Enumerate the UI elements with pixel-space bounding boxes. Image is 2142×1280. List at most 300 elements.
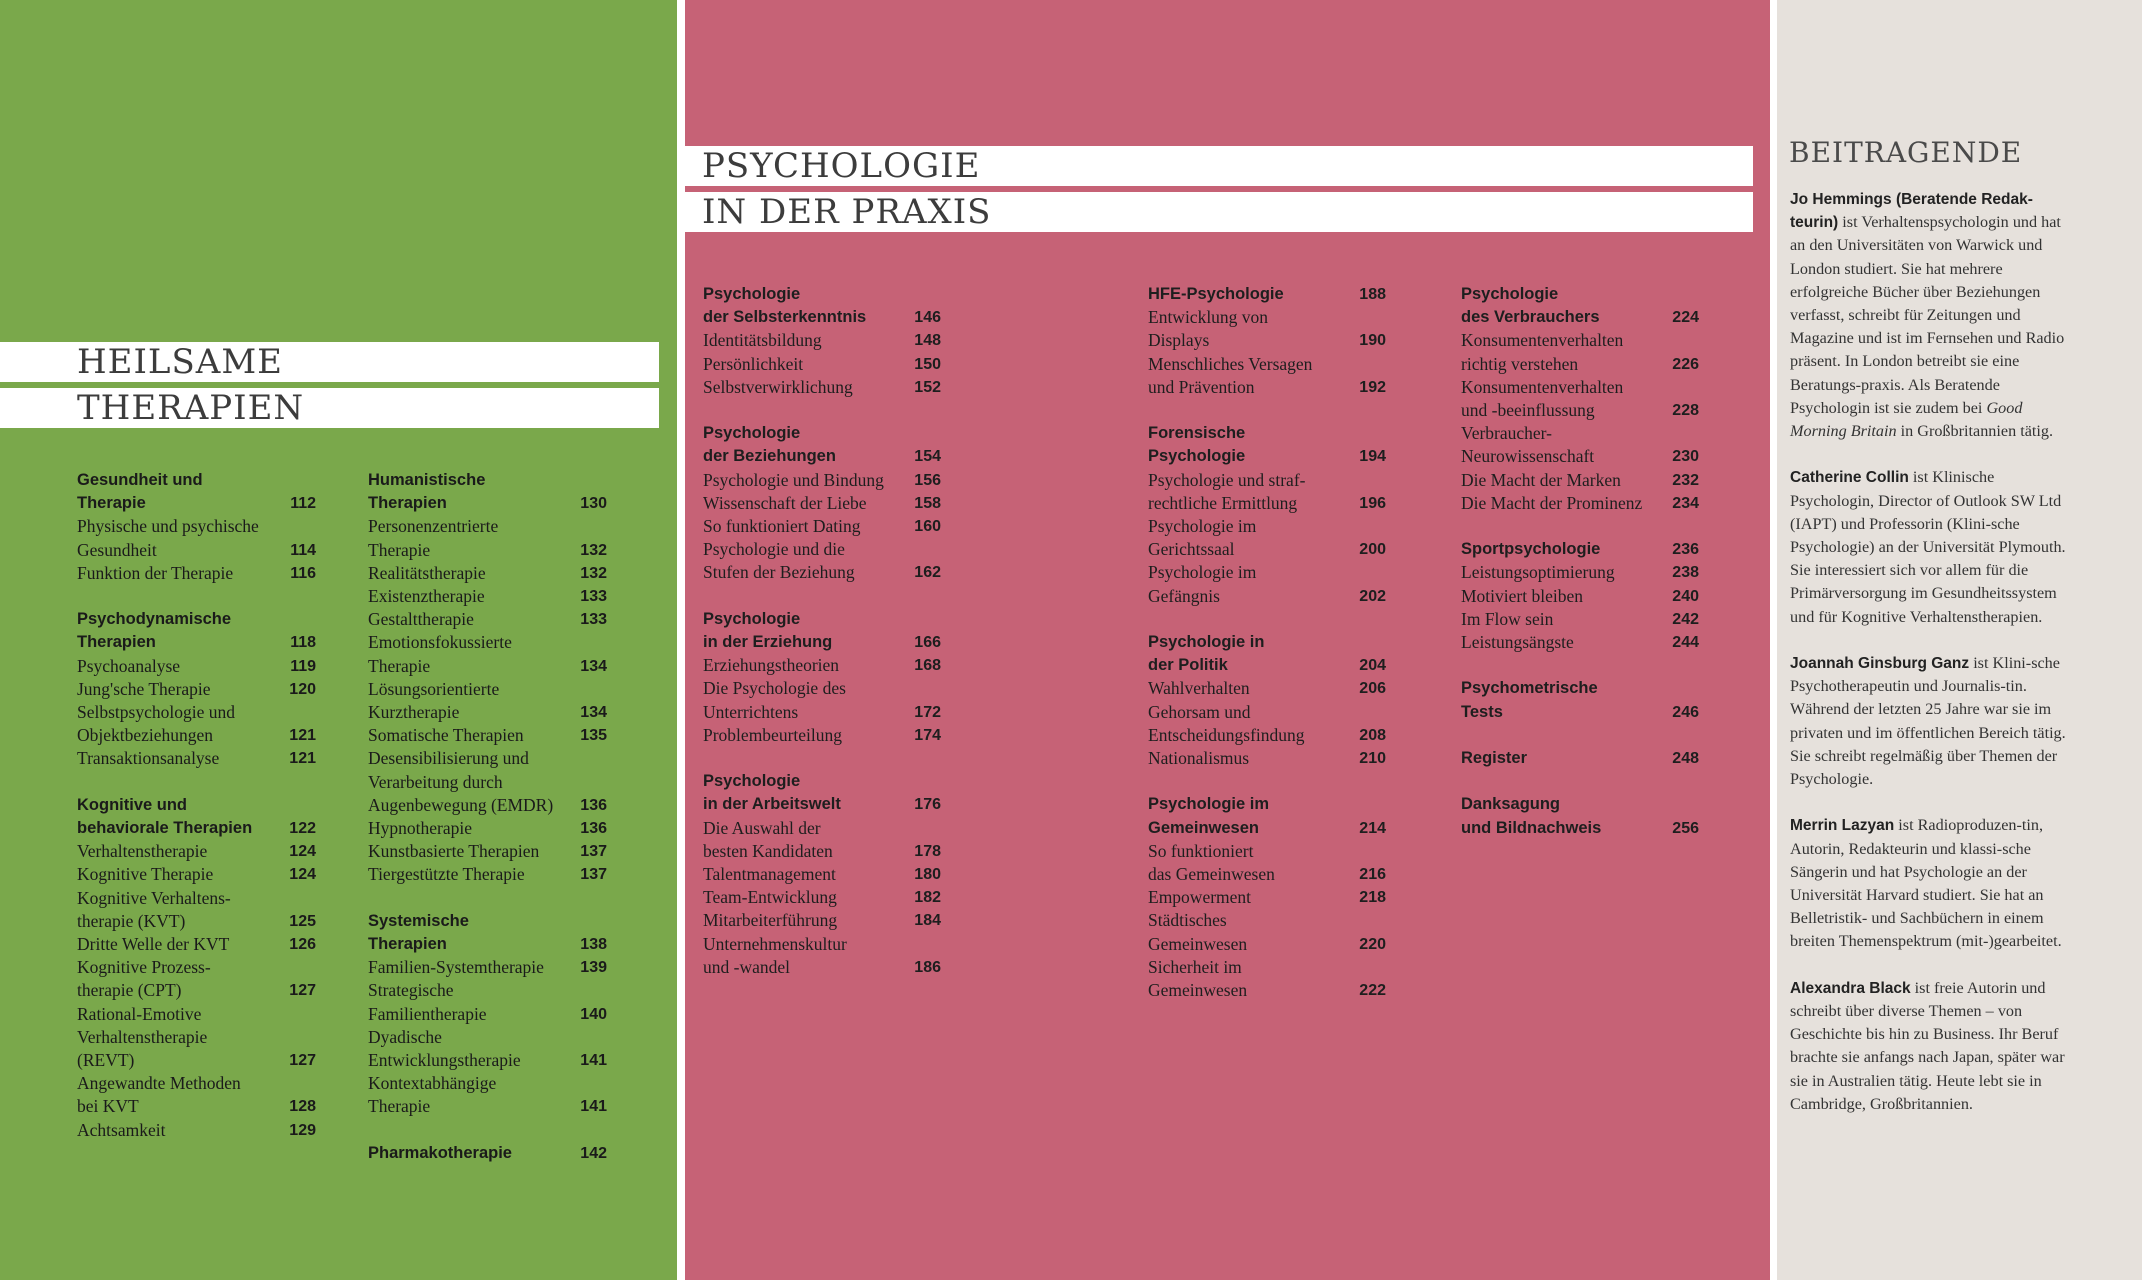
toc-entry-title: therapie (KVT) — [77, 910, 186, 931]
toc-entry-title: Unternehmenskultur — [703, 933, 847, 954]
toc-page-number: 128 — [289, 1098, 316, 1116]
toc-entry-title: Therapien — [77, 633, 156, 652]
toc-page-number: 204 — [1359, 657, 1386, 675]
toc-heading — [703, 422, 941, 445]
toc-entry-title: Kunstbasierte Therapien — [368, 841, 540, 862]
toc-page-number: 152 — [914, 378, 941, 396]
toc-entry-title: Therapie — [368, 539, 431, 560]
toc-heading — [77, 794, 316, 817]
toc-entry — [1148, 701, 1386, 724]
contributor-bio — [1790, 652, 2080, 791]
toc-entry — [368, 701, 607, 724]
toc-entry-title: Entscheidungsfindung — [1148, 724, 1305, 745]
toc-column-praxis-3 — [1461, 283, 1699, 840]
toc-page-number: 141 — [580, 1098, 607, 1116]
toc-entry — [1461, 608, 1699, 631]
toc-entry — [77, 933, 316, 956]
title-band-3 — [685, 146, 1753, 186]
toc-entry — [1148, 585, 1386, 608]
contributor-text: ist Klini-sche Psychotherapeutin und Journalis-tin. Während der letzten 25 Jahre war sie im privaten und im öffentlichen Bereich tätig. Sie schreibt regelmäßig über Themen der Psychologie. — [1790, 654, 2066, 789]
toc-entry-title: Stufen der Beziehung — [703, 562, 855, 583]
toc-entry-title: Konsumentenverhalten — [1461, 376, 1624, 397]
toc-entry-title: in der Erziehung — [703, 633, 833, 652]
toc-entry — [1461, 329, 1699, 352]
toc-entry-title: Identitätsbildung — [703, 330, 822, 351]
toc-entry — [1148, 515, 1386, 538]
toc-page-number: 224 — [1672, 309, 1699, 327]
toc-page-number: 156 — [914, 471, 941, 489]
toc-heading — [1148, 283, 1386, 306]
toc-page-number: 232 — [1672, 471, 1699, 489]
toc-entry — [368, 817, 607, 840]
toc-entry-title: Im Flow sein — [1461, 608, 1554, 629]
toc-entry-title: Sportpsychologie — [1461, 540, 1601, 559]
toc-entry-title: Problembeurteilung — [703, 724, 843, 745]
toc-page-number: 121 — [289, 750, 316, 768]
toc-entry — [703, 538, 941, 561]
toc-entry-title: Dritte Welle der KVT — [77, 934, 230, 955]
toc-page-number: 146 — [914, 309, 941, 327]
toc-page-number: 133 — [580, 588, 607, 606]
contributor-name: Catherine Collin — [1790, 469, 1909, 487]
toc-page-number: 200 — [1359, 541, 1386, 559]
toc-entry — [368, 956, 607, 979]
toc-entry-title: Nationalismus — [1148, 748, 1250, 769]
toc-entry — [77, 1095, 316, 1118]
toc-entry-title: Verarbeitung durch — [368, 771, 503, 792]
toc-entry — [368, 1095, 607, 1118]
toc-entry-title: Dyadische — [368, 1026, 442, 1047]
toc-entry-title: Danksagung — [1461, 795, 1561, 814]
contributor-bio — [1790, 977, 2080, 1116]
toc-entry-title: Gehorsam und — [1148, 701, 1251, 722]
toc-entry-title: Wissenschaft der Liebe — [703, 492, 867, 513]
toc-entry — [703, 933, 941, 956]
toc-entry-title: und Prävention — [1148, 376, 1255, 397]
toc-page-number: 222 — [1359, 982, 1386, 1000]
toc-entry-title: behaviorale Therapien — [77, 819, 253, 838]
toc-entry-title: Psychologie im — [1148, 516, 1257, 537]
toc-entry — [1148, 747, 1386, 770]
toc-entry — [1148, 306, 1386, 329]
toc-entry-title: Psychologie im — [1148, 795, 1270, 814]
toc-entry-title: Therapie — [77, 494, 146, 513]
toc-page-number: 124 — [289, 866, 316, 884]
contributor-text: ist Radioproduzen-tin, Autorin, Redakteurin und klassi-sche Sängerin und hat Psychologie an der Universität Harvard studiert. Sie hat an Belletristik- und Sachbüchern in einem breiten Themenspektrum (mit-)gearbeitet. — [1790, 816, 2062, 951]
toc-entry — [368, 724, 607, 747]
toc-column-therapien-2 — [368, 469, 607, 1165]
toc-entry-title: Objektbeziehungen — [77, 725, 214, 746]
section-title-line1: HEILSAME — [77, 342, 283, 382]
toc-entry — [703, 353, 941, 376]
toc-entry — [703, 840, 941, 863]
toc-entry-title: Entwicklungstherapie — [368, 1050, 521, 1071]
toc-entry-title: Psychodynamische — [77, 610, 232, 629]
toc-entry-title: Die Macht der Marken — [1461, 469, 1621, 490]
toc-entry — [703, 492, 941, 515]
toc-heading — [368, 933, 607, 956]
contributor-bio — [1790, 466, 2080, 628]
toc-page-number: 136 — [580, 796, 607, 814]
toc-page-number: 133 — [580, 611, 607, 629]
toc-heading — [1461, 701, 1699, 724]
toc-entry-title: Entwicklung von — [1148, 307, 1269, 328]
toc-entry — [703, 956, 941, 979]
toc-entry-title: Jung'sche Therapie — [77, 678, 211, 699]
toc-entry — [1461, 445, 1699, 468]
toc-heading — [368, 469, 607, 492]
toc-entry-title: Funktion der Therapie — [77, 562, 234, 583]
toc-page-number: 214 — [1359, 819, 1386, 837]
toc-entry — [703, 469, 941, 492]
toc-entry — [1148, 329, 1386, 352]
toc-entry-title: Gesundheit und — [77, 471, 203, 489]
toc-entry-title: Displays — [1148, 330, 1210, 351]
toc-entry-title: Gerichtssaal — [1148, 539, 1235, 560]
toc-entry-title: Pharmakotherapie — [368, 1143, 512, 1162]
toc-entry — [1148, 933, 1386, 956]
toc-entry-title: (REVT) — [77, 1050, 135, 1071]
toc-entry-title: des Verbrauchers — [1461, 308, 1600, 327]
toc-heading — [703, 283, 941, 306]
title-band-1 — [0, 342, 659, 382]
toc-entry — [368, 1049, 607, 1072]
toc-entry-title: Neurowissenschaft — [1461, 446, 1595, 467]
toc-spacer — [703, 399, 941, 422]
toc-page-number: 190 — [1359, 332, 1386, 350]
toc-heading — [368, 1142, 607, 1165]
toc-entry-title: Kontextabhängige — [368, 1073, 497, 1094]
toc-entry — [1148, 886, 1386, 909]
toc-entry — [77, 724, 316, 747]
toc-page-number: 202 — [1359, 587, 1386, 605]
toc-entry — [77, 1026, 316, 1049]
toc-entry-title: Existenztherapie — [368, 586, 485, 607]
toc-entry-title: Psychologie und straf- — [1148, 469, 1306, 490]
toc-entry — [77, 747, 316, 770]
toc-entry — [1148, 909, 1386, 932]
toc-entry-title: Personenzentrierte — [368, 516, 499, 537]
toc-entry — [1461, 353, 1699, 376]
toc-entry — [77, 910, 316, 933]
toc-entry-title: Lösungsorientierte — [368, 678, 500, 699]
toc-entry-title: rechtliche Ermittlung — [1148, 492, 1298, 513]
toc-heading — [703, 608, 941, 631]
toc-entry-title: Hypnotherapie — [368, 818, 472, 839]
toc-entry — [77, 539, 316, 562]
toc-entry — [1148, 840, 1386, 863]
toc-heading — [1461, 283, 1699, 306]
toc-entry — [1148, 469, 1386, 492]
toc-page-number: 160 — [914, 518, 941, 536]
toc-entry — [1148, 353, 1386, 376]
toc-entry — [77, 515, 316, 538]
toc-entry-title: Wahlverhalten — [1148, 678, 1250, 699]
toc-entry-title: Empowerment — [1148, 887, 1252, 908]
toc-entry-title: Gestalttherapie — [368, 609, 474, 630]
toc-entry — [77, 562, 316, 585]
toc-entry — [368, 631, 607, 654]
toc-entry — [1148, 561, 1386, 584]
toc-page-number: 132 — [580, 541, 607, 559]
toc-page-number: 122 — [289, 820, 316, 838]
toc-page-number: 246 — [1672, 703, 1699, 721]
toc-entry — [1461, 469, 1699, 492]
toc-page-number: 116 — [290, 564, 316, 582]
toc-entry — [1461, 585, 1699, 608]
toc-page-number: 218 — [1359, 889, 1386, 907]
toc-page-number: 256 — [1672, 819, 1699, 837]
toc-spacer — [368, 887, 607, 910]
toc-entry-title: Gefängnis — [1148, 585, 1220, 606]
toc-page-number: 176 — [914, 796, 941, 814]
toc-heading — [1148, 793, 1386, 816]
toc-entry-title: Gesundheit — [77, 539, 157, 560]
toc-entry-title: Erziehungstheorien — [703, 655, 840, 676]
toc-page-number: 130 — [580, 495, 607, 513]
toc-entry-title: Therapie — [368, 655, 431, 676]
toc-entry — [368, 1003, 607, 1026]
toc-page-number: 208 — [1359, 726, 1386, 744]
toc-entry-title: Gemeinwesen — [1148, 980, 1248, 1001]
toc-entry — [368, 863, 607, 886]
toc-entry-title: Persönlichkeit — [703, 353, 804, 374]
toc-page-number: 244 — [1672, 634, 1699, 652]
toc-entry-title: Physische und psychische — [77, 516, 259, 537]
contributor-text: ist freie Autorin und schreibt über diverse Themen – von Geschichte bis hin zu Business. Ihr Beruf brachte sie anfangs nach Japan, später war sie in Australien tätig. Heute lebt sie in Cambridge, Großbritannien. — [1790, 978, 2065, 1113]
toc-entry-title: Gemeinwesen — [1148, 818, 1259, 837]
toc-entry-title: Psychologie — [1148, 447, 1246, 466]
toc-page-number: 248 — [1672, 750, 1699, 768]
toc-entry-title: in der Arbeitswelt — [703, 795, 841, 814]
toc-entry-title: Unterrichtens — [703, 701, 799, 722]
contributor-bio — [1790, 188, 2080, 443]
toc-entry — [1148, 677, 1386, 700]
toc-entry-title: Register — [1461, 749, 1528, 768]
toc-entry-title: Tests — [1461, 702, 1503, 721]
toc-entry-title: Psychologie in — [1148, 633, 1265, 652]
contributors-title: BEITRAGENDE — [1789, 136, 2023, 169]
toc-page-number: 112 — [290, 495, 316, 513]
toc-entry-title: Therapien — [368, 935, 447, 954]
toc-entry-title: Konsumentenverhalten — [1461, 330, 1624, 351]
toc-heading — [1148, 445, 1386, 468]
toc-entry — [368, 608, 607, 631]
toc-entry-title: Talentmanagement — [703, 864, 836, 885]
toc-entry — [1461, 561, 1699, 584]
toc-entry-title: Verhaltenstherapie — [77, 1026, 208, 1047]
toc-entry-title: Kognitive Verhaltens- — [77, 887, 231, 908]
toc-page-number: 127 — [289, 1052, 316, 1070]
toc-page-number: 240 — [1672, 587, 1699, 605]
toc-heading — [1461, 677, 1699, 700]
toc-page-number: 129 — [289, 1121, 316, 1139]
toc-entry — [1461, 399, 1699, 422]
toc-entry — [77, 701, 316, 724]
toc-entry-title: Familientherapie — [368, 1003, 487, 1024]
toc-entry — [368, 678, 607, 701]
toc-heading — [1461, 306, 1699, 329]
toc-entry — [1461, 631, 1699, 654]
toc-entry — [368, 655, 607, 678]
toc-entry-title: Selbstpsychologie und — [77, 702, 235, 723]
toc-entry-title: Angewandte Methoden — [77, 1073, 241, 1094]
toc-entry-title: Kognitive Therapie — [77, 864, 214, 885]
contributor-text: ist Verhaltenspsychologin und hat an den Universitäten von Warwick und London studiert. Sie hat mehrere erfolgreiche Bücher über Beziehungen verfasst, schreibt für Zeitungen und Magazine und ist im Fernsehen und Radio präsent. In London betreibt sie eine Beratungs-praxis. Als Beratende Psychologin ist sie zudem bei — [1790, 213, 2065, 417]
toc-page-number: 158 — [914, 494, 941, 512]
toc-page-number: 178 — [914, 842, 941, 860]
toc-entry — [1461, 492, 1699, 515]
toc-spacer — [368, 1119, 607, 1142]
toc-page-number: 188 — [1359, 286, 1386, 303]
toc-page-number: 180 — [914, 866, 941, 884]
toc-entry-title: Humanistische — [368, 471, 486, 489]
toc-entry-title: der Selbsterkenntnis — [703, 308, 867, 327]
toc-entry — [703, 724, 941, 747]
toc-heading — [703, 306, 941, 329]
toc-entry — [703, 817, 941, 840]
toc-page-number: 192 — [1359, 378, 1386, 396]
toc-entry — [368, 515, 607, 538]
toc-page-number: 186 — [914, 958, 941, 976]
toc-heading — [1461, 817, 1699, 840]
toc-spacer — [77, 771, 316, 794]
toc-spacer — [1148, 399, 1386, 422]
toc-heading — [368, 910, 607, 933]
toc-page-number: 230 — [1672, 448, 1699, 466]
toc-heading — [1461, 793, 1699, 816]
toc-page-number: 150 — [914, 355, 941, 373]
toc-page-number: 125 — [289, 912, 316, 930]
toc-page-number: 140 — [580, 1005, 607, 1023]
toc-page-number: 136 — [580, 820, 607, 838]
toc-page-number: 138 — [580, 936, 607, 954]
toc-column-praxis-2 — [1148, 283, 1386, 1002]
toc-entry — [703, 909, 941, 932]
toc-page-number: 236 — [1672, 541, 1699, 559]
toc-entry-title: Städtisches — [1148, 910, 1227, 931]
toc-page-number: 127 — [289, 982, 316, 1000]
toc-column-praxis-1 — [703, 283, 941, 979]
section-title-line2: IN DER PRAXIS — [702, 192, 992, 232]
toc-entry-title: Psychologie — [703, 772, 801, 791]
toc-entry — [77, 887, 316, 910]
toc-entry-title: Verhaltenstherapie — [77, 841, 208, 862]
toc-entry-title: besten Kandidaten — [703, 840, 833, 861]
toc-entry — [1461, 422, 1699, 445]
toc-entry — [703, 515, 941, 538]
toc-entry — [77, 979, 316, 1002]
toc-page-number: 220 — [1359, 935, 1386, 953]
toc-entry-title: Realitätstherapie — [368, 562, 486, 583]
toc-entry — [77, 840, 316, 863]
toc-entry — [1148, 376, 1386, 399]
toc-page-number: 238 — [1672, 564, 1699, 582]
title-band-4 — [685, 192, 1753, 232]
toc-page-number: 154 — [914, 448, 941, 466]
toc-entry — [77, 956, 316, 979]
toc-heading — [1148, 631, 1386, 654]
toc-entry — [703, 654, 941, 677]
toc-heading — [1148, 654, 1386, 677]
toc-entry-title: Achtsamkeit — [77, 1119, 166, 1140]
toc-heading — [703, 445, 941, 468]
toc-page-number: 226 — [1672, 355, 1699, 373]
toc-spacer — [1461, 770, 1699, 793]
contributor-text-end: in Großbritannien tätig. — [1896, 422, 2054, 441]
toc-entry-title: Verbraucher- — [1461, 423, 1552, 444]
toc-entry — [703, 886, 941, 909]
toc-page-number: 216 — [1359, 866, 1386, 884]
toc-entry — [77, 1072, 316, 1095]
toc-page-number: 120 — [289, 680, 316, 698]
toc-entry-title: das Gemeinwesen — [1148, 864, 1275, 885]
toc-entry-title: und -wandel — [703, 956, 790, 977]
toc-page-number: 124 — [289, 843, 316, 861]
toc-entry-title: Kognitive Prozess- — [77, 957, 211, 978]
toc-heading — [1461, 538, 1699, 561]
contributor-text: ist Klinische Psychologin, Director of Outlook SW Ltd (IAPT) und Professorin (Klini-sche Psychologie) an der Universität Plymouth. Sie interessiert sich vor allem für die Primärversorgung im Gesundheitssystem und für Kognitive Verhaltenstherapien. — [1790, 468, 2066, 626]
contributor-italic: Good Morning Britain — [1790, 398, 2023, 441]
toc-entry-title: Psychologie — [703, 285, 801, 303]
toc-entry-title: Menschliches Versagen — [1148, 353, 1313, 374]
toc-entry — [703, 863, 941, 886]
toc-entry — [368, 1026, 607, 1049]
toc-page-number: 126 — [289, 936, 316, 954]
contributor-name: Jo Hemmings (Beratende Redak-teurin) — [1790, 191, 2033, 232]
toc-entry-title: Die Macht der Prominenz — [1461, 492, 1643, 513]
toc-page-number: 134 — [580, 657, 607, 675]
toc-page-number: 194 — [1359, 448, 1386, 466]
contributors-list — [1790, 188, 2080, 1139]
toc-spacer — [1148, 770, 1386, 793]
toc-entry-title: und Bildnachweis — [1461, 818, 1602, 837]
toc-entry-title: der Politik — [1148, 656, 1228, 675]
toc-entry-title: Strategische — [368, 980, 454, 1001]
toc-entry — [368, 794, 607, 817]
toc-page-number: 234 — [1672, 494, 1699, 512]
toc-entry-title: Familien-Systemtherapie — [368, 957, 544, 978]
contributor-name: Alexandra Black — [1790, 979, 1911, 997]
toc-entry-title: Transaktionsanalyse — [77, 748, 220, 769]
toc-page-number: 139 — [580, 959, 607, 977]
toc-entry — [1461, 376, 1699, 399]
toc-entry-title: therapie (CPT) — [77, 980, 182, 1001]
toc-entry-title: Mitarbeiterführung — [703, 910, 838, 931]
toc-entry — [1148, 863, 1386, 886]
toc-entry — [703, 561, 941, 584]
toc-entry-title: Desensibilisierung und — [368, 748, 529, 769]
toc-page-number: 121 — [289, 727, 316, 745]
toc-page-number: 206 — [1359, 680, 1386, 698]
toc-entry-title: Leistungsängste — [1461, 632, 1574, 653]
toc-heading — [703, 793, 941, 816]
section-title-line2: THERAPIEN — [77, 388, 305, 428]
toc-entry-title: Therapie — [368, 1096, 431, 1117]
toc-heading — [77, 817, 316, 840]
toc-entry-title: Gemeinwesen — [1148, 933, 1248, 954]
toc-entry — [1148, 538, 1386, 561]
toc-spacer — [1461, 515, 1699, 538]
toc-entry — [703, 677, 941, 700]
toc-spacer — [703, 747, 941, 770]
toc-entry-title: Kognitive und — [77, 795, 187, 814]
toc-page-number: 132 — [580, 564, 607, 582]
toc-entry-title: Somatische Therapien — [368, 725, 524, 746]
toc-heading — [1148, 422, 1386, 445]
toc-entry — [368, 771, 607, 794]
toc-entry — [703, 376, 941, 399]
